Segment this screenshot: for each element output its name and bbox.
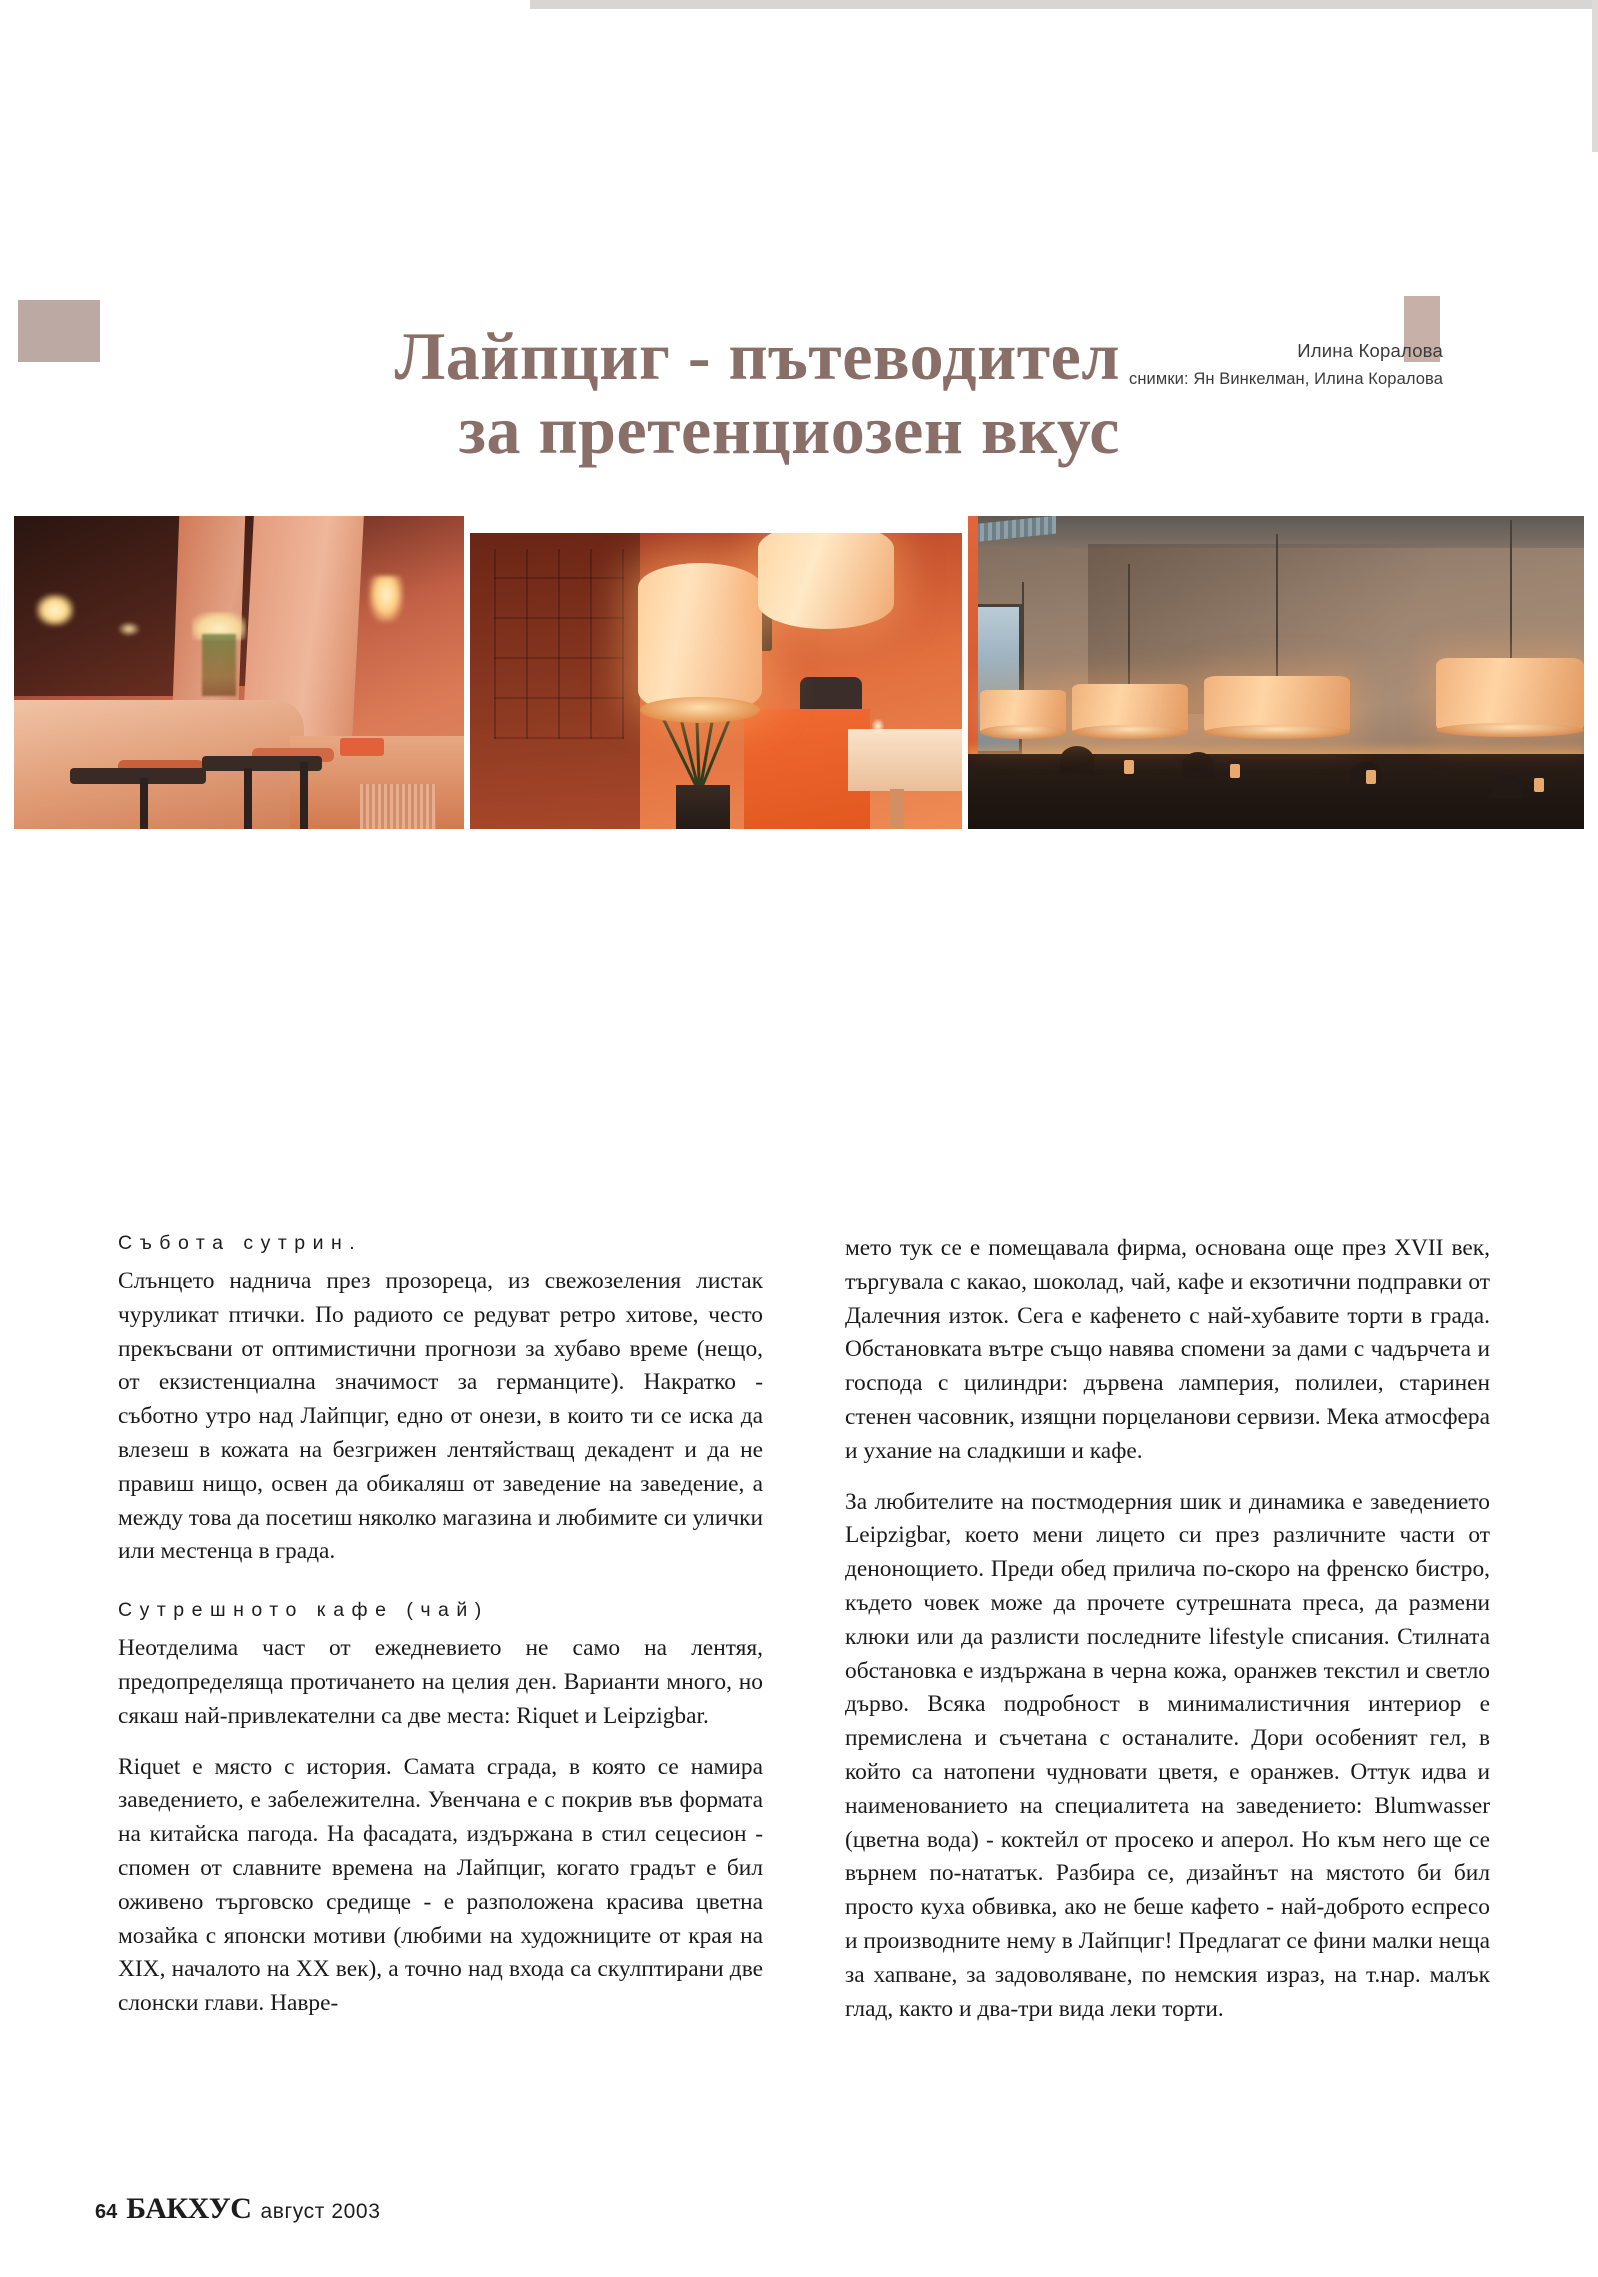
- photo-strip: [14, 516, 1584, 829]
- wall-lamp-glow-right: [369, 576, 403, 622]
- pendant-lampshade-back: [758, 533, 894, 629]
- section-kicker-morning-coffee: Сутрешното кафе (чай): [118, 1599, 489, 1622]
- plant-pot: [676, 785, 730, 829]
- seated-guest-1: [1060, 746, 1094, 774]
- pendant-lamp-2: [1072, 684, 1188, 734]
- bar-stool-leg-a: [140, 778, 148, 829]
- dining-table: [848, 729, 962, 791]
- window-mullion-grid: [494, 549, 624, 739]
- folio-page-number: 64: [95, 2201, 118, 2223]
- bar-stool-leg-b: [244, 768, 252, 829]
- page-title-line-2: за претенциозен вкус: [458, 391, 1120, 468]
- wall-lamp-glow-mid: [118, 622, 140, 636]
- paragraph-left-3: Riquet е място с история. Самата сграда, в която се намира заведението, е забележителна. Увенчана е с покрив във формата на китайска пагода. На фасадата, издържана в стил сецесион - спомен от славните времена на Лайпциг, когато градът е бил оживено търговско средище - е разположена красива цветна мозайка с японски мотиви (любими на художниците от края на XIX, началото на XX век), а точно над входа са скулптирани две слонски глави. Навре-: [118, 1753, 763, 2017]
- red-seat-cushion: [340, 738, 384, 756]
- magazine-brand: БАКХУС: [126, 2192, 252, 2225]
- table-vase-2: [1230, 764, 1240, 778]
- paragraph-right-2: За любителите на постмодерния шик и динамика е заведението Leipzigbar, което мени лицето си през различните части от денонощието. Преди обед прилича по-скоро на френско бистро, където човек може да прочете сутрешната преса, да размени клюки или да разлисти последните lifestyle списания. Стилната обстановка е издържана в черна кожа, оранжев текстил и светло дърво. Всяка подробност в минималистичния интериор е премислена и съчетана с останалите. Дори особеният гел, в който са натопени чудновати цветя, е оранжев. Оттук идва и наименованието на специалитета на заведението: Blumwasser (цветна вода) - коктейл от просеко и аперол. Но към него ще се върнем по-нататък. Разбира се, дизайнът на мястото би бил просто куха обвивка, ако не беше кафето - най-доброто еспресо и производните нему в Лайпциг! Предлагат се фини малки неща за хапване, за задоволяване, по немския израз, на т.нар. малък глад, както и два-три вида леки торти.: [845, 1488, 1490, 2022]
- bar-stool-frame-a: [70, 768, 206, 784]
- table-vase-1: [1124, 760, 1134, 774]
- column-right: [845, 1232, 1490, 2026]
- pendant-lamp-4: [1436, 658, 1584, 732]
- article-header: [0, 276, 1598, 476]
- wall-lamp-glow-left: [36, 594, 74, 626]
- pendant-lamp-1: [980, 690, 1066, 734]
- page-title: [0, 317, 1160, 468]
- issue-date: август 2003: [260, 2200, 381, 2223]
- byline-author: Илина Коралова: [1297, 340, 1443, 361]
- paragraph-right-1: мето тук се е помещавала фирма, основана още през XVII век, търгувала с какао, шоколад, чай, кафе и екзотични подправки от Далечния изток. Сега е кафенето с най-хубавите торти в града. Обстановката вътре също навява спомени за дами с чадърчета и господа с цилиндри: дървена ламперия, полилеи, старинен стенен часовник, изящни порцеланови сервизи. Мека атмосфера и ухание на сладкиши и кафе.: [845, 1235, 1490, 1464]
- byline: [1129, 340, 1443, 389]
- photo-cafe-window-bar-stools: [14, 516, 464, 829]
- table-vase-3: [1366, 770, 1376, 784]
- lamp-cord-4: [1510, 520, 1512, 660]
- scan-edge-right: [1592, 0, 1598, 152]
- pendant-lamp-3: [1204, 676, 1350, 734]
- flower-bouquet: [188, 612, 250, 702]
- page-footer: [95, 2192, 380, 2226]
- table-candle: [872, 719, 884, 733]
- lamp-cord-2: [1128, 564, 1130, 686]
- table-leg: [890, 789, 904, 829]
- byline-photo-credit: снимки: Ян Винкелман, Илина Коралова: [1129, 370, 1443, 388]
- photo-lounge-lampshades-plant: [470, 533, 962, 829]
- scan-edge-top: [530, 0, 1598, 9]
- lamp-cord-3: [1276, 534, 1278, 678]
- pendant-lampshade-front: [638, 563, 762, 715]
- lamp-cord-1: [1022, 582, 1024, 692]
- seated-guest-2: [1182, 752, 1214, 778]
- section-kicker-saturday-morning: Събота сутрин.: [118, 1232, 363, 1254]
- photo-pendant-lamps-banquette: [968, 516, 1584, 829]
- seated-guest-4: [1492, 774, 1522, 798]
- page-title-line-1: Лайпциг - пътеводител: [394, 317, 1120, 394]
- column-left: [118, 1232, 763, 2021]
- radiator: [360, 784, 436, 829]
- paragraph-left-1: Слънцето наднича през прозореца, из свежозеления листак чуруликат птички. По радиото се редуват ретро хитове, често прекъсвани от оптимистични прогнози за хубаво време (нещо, от екзистенциална значимост за германците). Накратко - съботно утро над Лайпциг, едно от онези, в които ти се иска да влезеш в кожата на безгрижен лентяйстващ декадент и да не правиш нищо, освен да обикаляш от заведение на заведение, а между това да посетиш няколко магазина и любимите си улички или местенца в града.: [118, 1268, 763, 1565]
- table-vase-4: [1534, 778, 1544, 792]
- bar-stool-leg-c: [300, 762, 308, 829]
- paragraph-left-2: Неотделима част от ежедневието не само на лентяя, предопределяща протичането на целия ден. Варианти много, но сякаш най-привлекателни са две места: Riquet и Leipzigbar.: [118, 1635, 763, 1729]
